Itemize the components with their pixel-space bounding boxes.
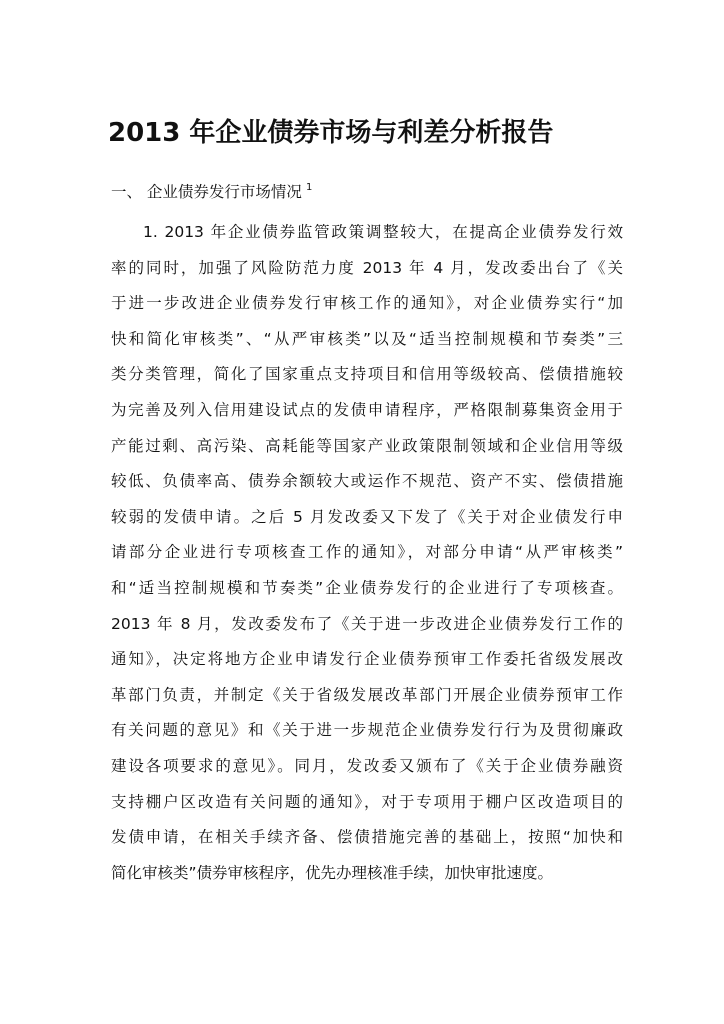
paragraph-line: 快和简化审核类”、“从严审核类”以及“适当控制规模和节奏类”三 [111, 329, 623, 348]
paragraph-line: 较弱的发债申请。之后 5 月发改委又下发了《关于对企业债发行申 [111, 507, 623, 526]
paragraph-line: 支持棚户区改造有关问题的通知》，对于专项用于棚户区改造项目的 [111, 792, 623, 811]
paragraph-line: 简化审核类”债券审核程序，优先办理核准手续，加快审批速度。 [111, 863, 554, 882]
section-heading [111, 178, 312, 206]
document-title: 2013 年企业债券市场与利差分析报告 [108, 118, 554, 148]
paragraph-line: 有关问题的意见》和《关于进一步规范企业债券发行行为及贯彻廉政 [111, 721, 623, 740]
paragraph-line: 率的同时，加强了风险防范力度 2013 年 4 月，发改委出台了《关 [111, 258, 623, 277]
paragraph-line: 发债申请，在相关手续齐备、偿债措施完善的基础上，按照“加快和 [111, 828, 623, 847]
footnote-marker[interactable]: 1 [305, 182, 313, 193]
body-paragraph [111, 215, 623, 891]
paragraph-line: 2013 年 8 月，发改委发布了《关于进一步改进企业债券发行工作的 [111, 614, 623, 633]
paragraph-line: 和“适当控制规模和节奏类”企业债券发行的企业进行了专项核查。 [111, 578, 623, 597]
paragraph-line: 较低、负债率高、债券余额较大或运作不规范、资产不实、偿债措施 [111, 472, 623, 491]
paragraph-line: 革部门负责，并制定《关于省级发展改革部门开展企业债券预审工作 [111, 685, 623, 704]
paragraph-line: 1. 2013 年企业债券监管政策调整较大，在提高企业债券发行效 [143, 223, 623, 241]
paragraph-line: 请部分企业进行专项核查工作的通知》，对部分申请“从严审核类” [111, 543, 623, 562]
paragraph-line: 通知》，决定将地方企业申请发行企业债券预审工作委托省级发展改 [111, 650, 623, 669]
paragraph-line: 类分类管理，简化了国家重点支持项目和信用等级较高、偿债措施较 [111, 365, 623, 384]
paragraph-line: 于进一步改进企业债券发行审核工作的通知》，对企业债券实行“加 [111, 294, 623, 313]
paragraph-line: 产能过剩、高污染、高耗能等国家产业政策限制领域和企业信用等级 [111, 436, 623, 455]
paragraph-line: 建设各项要求的意见》。同月，发改委又颁布了《关于企业债券融资 [111, 756, 623, 775]
section-heading-text: 一、 企业债券发行市场情况 [111, 183, 302, 201]
paragraph-line: 为完善及列入信用建设试点的发债申请程序，严格限制募集资金用于 [111, 400, 623, 419]
